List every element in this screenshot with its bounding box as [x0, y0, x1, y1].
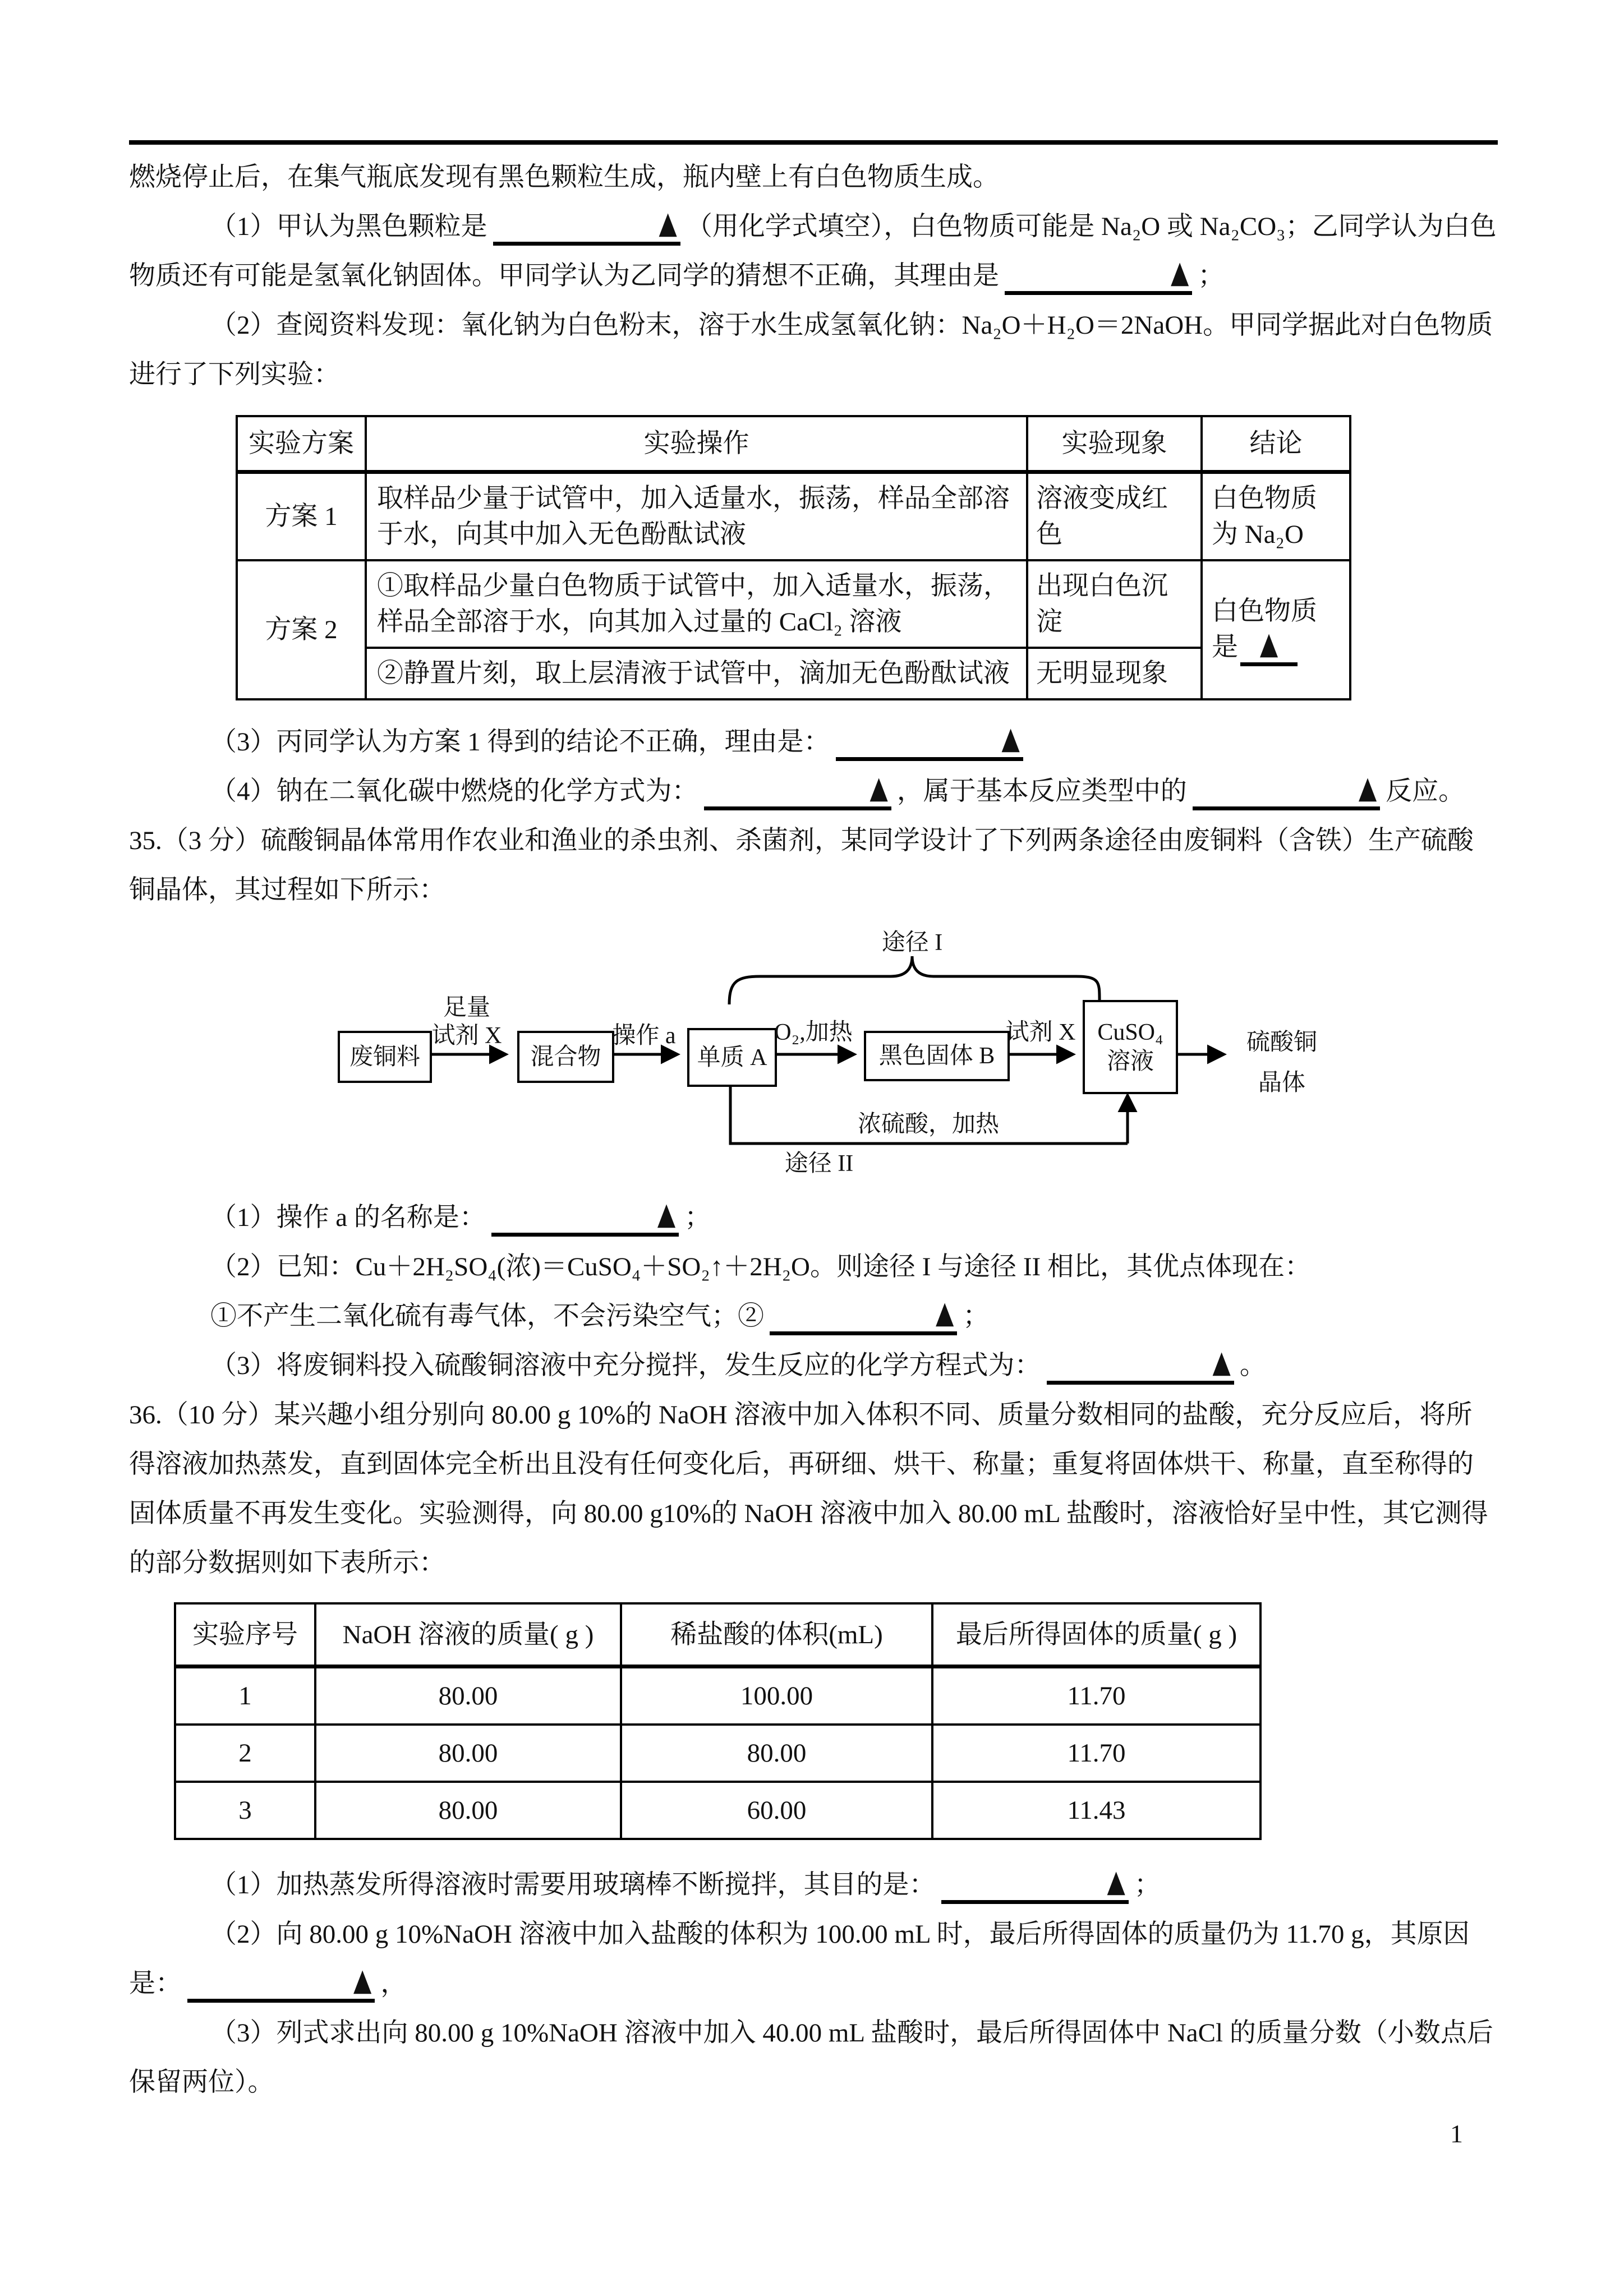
- text-run: （用化学式填空），白色物质可能是 Na₂O 或 Na₂CO₃；乙同学认为白色物质还有可能是氢氧化钠固体。甲同学认为乙同学的猜想不正确，其理由是: [129, 212, 1497, 291]
- text-run: ①不产生二氧化硫有毒气体，不会污染空气；②: [210, 1302, 764, 1331]
- text-run: 晶体: [1258, 1070, 1306, 1096]
- text-run: 废铜料: [349, 1044, 420, 1070]
- text-run: 黑色固体 B: [878, 1043, 995, 1069]
- q34-part2: [129, 301, 1498, 399]
- table-cell: 3: [175, 1782, 315, 1839]
- answer-blank: [836, 720, 1023, 761]
- table-cell: 溶液变成红色: [1027, 472, 1202, 561]
- label-product-line1: [1246, 1028, 1317, 1057]
- q35-intro: [129, 816, 1498, 915]
- question-36: [129, 1390, 1498, 2107]
- triangle-marker: ▲: [869, 769, 888, 805]
- text-run: 操作 a: [612, 1023, 676, 1049]
- label-path-2: [785, 1149, 853, 1178]
- q36-data-table: [174, 1602, 1262, 1840]
- table-row: [175, 1725, 1260, 1782]
- table-cell: 100.00: [621, 1667, 932, 1725]
- label-reagent-x-1: [432, 1021, 502, 1050]
- text-run: （3）列式求出向 80.00 g 10%NaOH 溶液中加入 40.00 mL 盐酸时，最后所得固体中 NaCl 的质量分数（小数点后保留两位）。: [129, 2018, 1493, 2097]
- label-conc-acid-heat: [858, 1110, 999, 1139]
- q34-intro: [129, 153, 1498, 202]
- label-o2-heat: [774, 1018, 852, 1047]
- q35-flow-diagram: [314, 927, 1346, 1178]
- text-run: ；: [1134, 1870, 1161, 1899]
- table-cell: 方案 1: [237, 472, 366, 561]
- table-cell: ②静置片刻，取上层清液于试管中，滴加无色酚酞试液: [366, 648, 1027, 699]
- text-run: 途径 I: [881, 930, 943, 956]
- triangle-marker: ▲: [1358, 769, 1377, 805]
- text-run: （2）查阅资料发现：氧化钠为白色粉末，溶于水生成氢氧化钠：Na₂O＋H₂O＝2NaOH。甲同学据此对白色物质进行了下列实验：: [129, 311, 1493, 389]
- label-product-line2: [1258, 1068, 1305, 1098]
- answer-blank: [770, 1294, 957, 1335]
- label-operation-a: [612, 1021, 675, 1050]
- table-cell: 方案 2: [237, 560, 366, 699]
- table-header-cell: 结论: [1202, 416, 1350, 472]
- q34-experiment-table: [236, 415, 1351, 700]
- text-run: 白色物质: [1212, 597, 1317, 626]
- table-header-cell: 稀盐酸的体积(mL): [621, 1603, 932, 1667]
- table-row-scheme2a: [237, 560, 1350, 648]
- box-cuso4-solution: [1083, 1000, 1178, 1094]
- text-run: 燃烧停止后，在集气瓶底发现有黑色颗粒生成，瓶内壁上有白色物质生成。: [129, 163, 999, 192]
- triangle-marker: ▲: [936, 1294, 954, 1330]
- text-run: ，: [380, 1969, 407, 1998]
- q35-part2: [129, 1242, 1498, 1292]
- box-element-a: [687, 1028, 777, 1087]
- table-cell: 80.00: [621, 1725, 932, 1782]
- text-run: （2）已知：Cu＋2H₂SO₄(浓)＝CuSO₄＋SO₂↑＋2H₂O。则途径 I 与途径 II 相比，其优点体现在：: [210, 1252, 1311, 1281]
- text-run: 。: [1239, 1351, 1266, 1380]
- box-scrap-copper: [338, 1031, 432, 1083]
- q35-part1: [129, 1193, 1498, 1242]
- text-run: （2）向 80.00 g 10%NaOH 溶液中加入盐酸的体积为 100.00 mL 时，最后所得固体的质量仍为 11.70 g，其原因是：: [129, 1920, 1470, 1998]
- text-run: ，属于基本反应类型中的: [896, 777, 1187, 806]
- q34-part3: [129, 717, 1498, 767]
- text-run: （1）加热蒸发所得溶液时需要用玻璃棒不断搅拌，其目的是：: [210, 1870, 936, 1899]
- table-cell: 60.00: [621, 1782, 932, 1839]
- q34-part4: [129, 767, 1498, 816]
- label-path-1: [882, 928, 943, 957]
- q36-part1: [129, 1860, 1498, 1910]
- text-run: 浓硫酸，加热: [857, 1112, 1000, 1137]
- text-run: 是: [1212, 633, 1238, 662]
- triangle-marker: ▲: [353, 1961, 372, 1998]
- answer-blank: [941, 1862, 1129, 1904]
- text-run: 36.（10 分）某兴趣小组分别向 80.00 g 10%的 NaOH 溶液中加入体积不同、质量分数相同的盐酸，充分反应后，将所得溶液加热蒸发，直到固体完全析出且没有任何变化后，再研细、烘干、称量；重复将固体烘干、称量，直至称得的固体质量不再发生变化。实验测得，向 80.00 g10%的 NaOH 溶液中加入 80.00 mL 盐酸时，溶液恰好呈中性，其它测得的部分数据则如下表所示：: [129, 1400, 1488, 1578]
- answer-blank: [187, 1961, 375, 2003]
- table-cell: 1: [175, 1667, 315, 1725]
- answer-blank: [493, 204, 680, 246]
- text-run: 硫酸铜: [1246, 1030, 1318, 1055]
- table-cell: 80.00: [315, 1782, 621, 1839]
- q36-part2: [129, 1910, 1498, 2008]
- text-run: ；: [1198, 261, 1225, 291]
- label-excess: [443, 993, 490, 1022]
- table-cell: 80.00: [315, 1725, 621, 1782]
- table-row-scheme2b: [237, 648, 1350, 699]
- top-rule: [129, 140, 1498, 145]
- table-row: [175, 1667, 1260, 1725]
- table-header-row: [237, 416, 1350, 472]
- answer-blank: [491, 1195, 679, 1237]
- text-run: 混合物: [530, 1044, 601, 1070]
- triangle-marker: ▲: [657, 1195, 676, 1232]
- table-cell: 取样品少量于试管中，加入适量水，振荡，样品全部溶于水，向其中加入无色酚酞试液: [366, 472, 1027, 561]
- table-header-row: [175, 1603, 1260, 1667]
- table-row: [175, 1782, 1260, 1839]
- text-run: （3）丙同学认为方案 1 得到的结论不正确，理由是：: [210, 727, 830, 757]
- table-cell: 2: [175, 1725, 315, 1782]
- box-mixture: [517, 1031, 614, 1083]
- triangle-marker: ▲: [1001, 720, 1020, 756]
- q36-intro: [129, 1390, 1498, 1588]
- text-run: 为 Na₂O: [1212, 520, 1304, 549]
- table-row-scheme1: [237, 472, 1350, 561]
- text-run: （1）甲认为黑色颗粒是: [210, 212, 487, 241]
- page-content: [129, 140, 1498, 2107]
- answer-blank: [704, 769, 891, 810]
- text-run: （1）操作 a 的名称是：: [210, 1203, 486, 1232]
- text-run: 试剂 X: [1005, 1020, 1076, 1045]
- table-cell: 出现白色沉淀: [1027, 560, 1202, 648]
- triangle-marker: ▲: [1212, 1343, 1231, 1380]
- q36-part3: [129, 2008, 1498, 2107]
- q35-part2b: [129, 1292, 1498, 1341]
- text-run: 35.（3 分）硫酸铜晶体常用作农业和渔业的杀虫剂、杀菌剂，某同学设计了下列两条途径由废铜料（含铁）生产硫酸铜晶体，其过程如下所示：: [129, 826, 1474, 905]
- table-cell: 无明显现象: [1027, 648, 1202, 699]
- table-header-cell: 实验方案: [237, 416, 366, 472]
- table-header-cell: 实验序号: [175, 1603, 315, 1667]
- text-run: （3）将废铜料投入硫酸铜溶液中充分搅拌，发生反应的化学方程式为：: [210, 1351, 1041, 1380]
- page-number: 1: [1450, 2119, 1463, 2148]
- triangle-marker: ▲: [1171, 253, 1189, 290]
- box-black-solid-b: [864, 1031, 1010, 1081]
- table-header-cell: 实验操作: [366, 416, 1027, 472]
- text-run: 途径 II: [784, 1151, 854, 1177]
- question-34: [129, 153, 1498, 816]
- table-cell: [1202, 472, 1350, 561]
- text-run: ；: [684, 1203, 711, 1232]
- q34-part1: [129, 202, 1498, 301]
- text-run: （4）钠在二氧化碳中燃烧的化学方式为：: [210, 777, 698, 806]
- question-35: [129, 816, 1498, 1390]
- table-header-cell: 最后所得固体的质量( g ): [932, 1603, 1260, 1667]
- flow-diagram-lines: [314, 927, 1346, 1178]
- text-run: 足量: [443, 995, 491, 1021]
- answer-blank: [1240, 625, 1298, 666]
- triangle-marker: ▲: [1107, 1862, 1125, 1899]
- triangle-marker: ▲: [1259, 625, 1278, 661]
- text-run: [1212, 625, 1339, 666]
- text-run: 溶液: [1106, 1049, 1154, 1075]
- q35-part3: [129, 1341, 1498, 1390]
- answer-blank: [1193, 769, 1380, 810]
- text-run: O₂,加热: [774, 1020, 853, 1045]
- answer-blank: [1047, 1343, 1234, 1385]
- answer-blank: [1005, 253, 1192, 295]
- text-run: 试剂 X: [431, 1023, 502, 1049]
- table-header-cell: NaOH 溶液的质量( g ): [315, 1603, 621, 1667]
- text-run: 单质 A: [697, 1044, 767, 1071]
- text-run: 反应。: [1386, 777, 1465, 806]
- triangle-marker: ▲: [659, 204, 677, 241]
- table-cell: 11.70: [932, 1667, 1260, 1725]
- text-run: 白色物质: [1212, 484, 1317, 513]
- table-cell: 80.00: [315, 1667, 621, 1725]
- table-cell: 11.70: [932, 1725, 1260, 1782]
- table-header-cell: 实验现象: [1027, 416, 1202, 472]
- table-cell: 11.43: [932, 1782, 1260, 1839]
- table-cell: ①取样品少量白色物质于试管中，加入适量水，振荡，样品全部溶于水，向其加入过量的 CaCl₂ 溶液: [366, 560, 1027, 648]
- label-reagent-x-2: [1006, 1018, 1076, 1047]
- table-cell: [1202, 560, 1350, 699]
- text-run: CuSO₄: [1097, 1020, 1163, 1045]
- text-run: ；: [963, 1302, 990, 1331]
